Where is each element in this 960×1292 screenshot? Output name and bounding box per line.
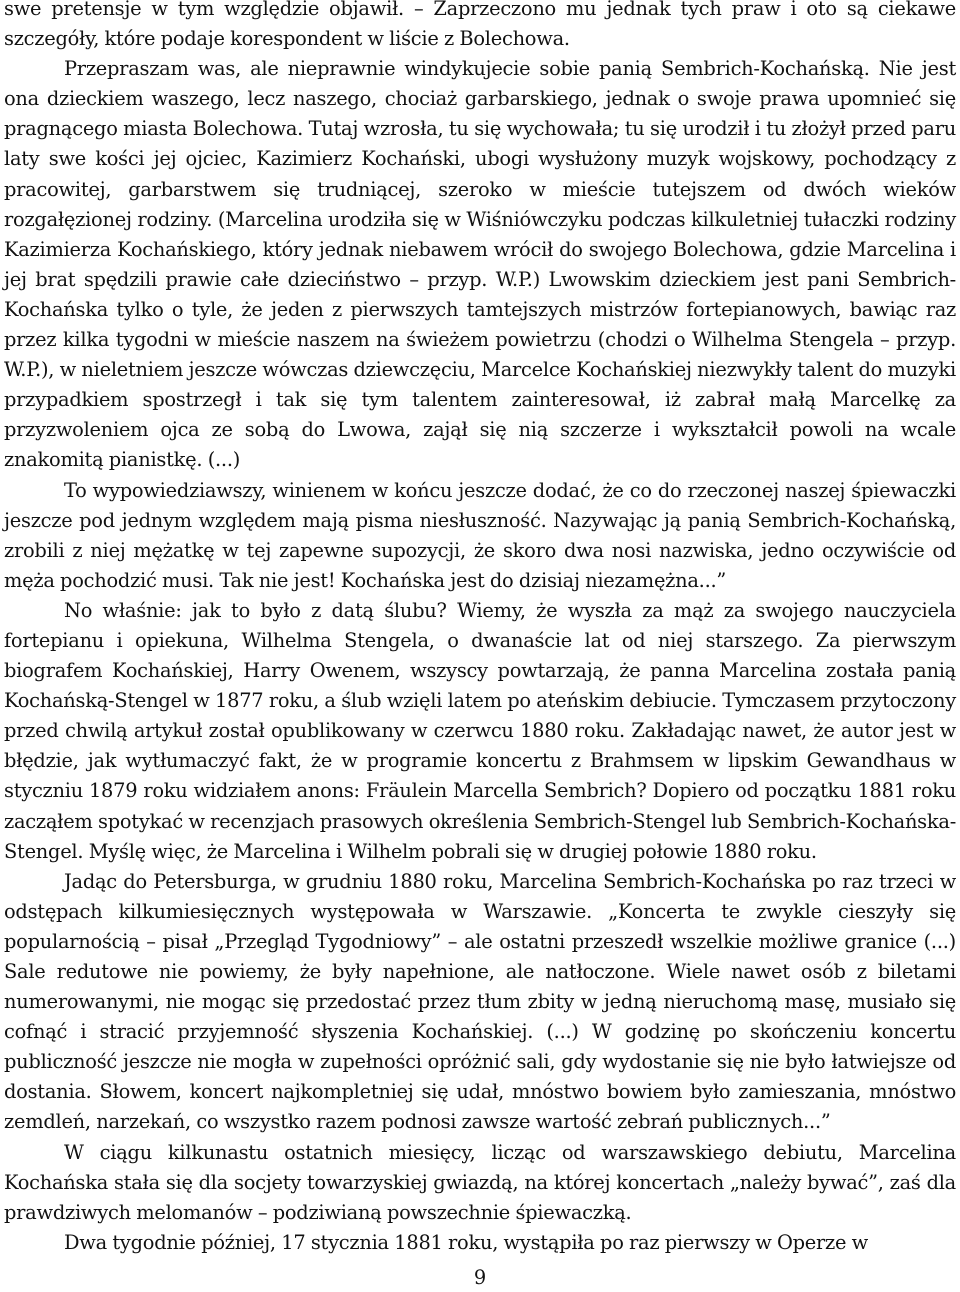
page-number: 9 <box>473 1266 487 1289</box>
paragraph-7: Dwa tygodnie później, 17 stycznia 1881 roku, wystąpiła po raz pierwszy w Operze w <box>64 1230 868 1254</box>
paragraph-6: W ciągu kilkunastu ostatnich miesięcy, licząc od warszawskiego debiutu, Marcelina Kochańska stała się dla socjety towarzyskiej gwiazdą, na której koncertach „należy bywać”, zaś dla prawdziwych melomanów – podziwianą powszechnie śpiewaczką. <box>4 1140 956 1224</box>
paragraph-4: No właśnie: jak to było z datą ślubu? Wiemy, że wyszła za mąż za swojego nauczyciela fortepianu i opiekuna, Wilhelma Stengela, o dwanaście lat od niej starszego. Za pierwszym biografem Kochańskiej, Harry Owenem, wszyscy powtarzają, że panna Marcelina została panią Kochańską-Stengel w 1877 roku, a ślub wzięli latem po ateńskim debiucie. Tymczasem przytoczony przed chwilą artykuł został opublikowany w czerwcu 1880 roku. Zakładając nawet, że autor jest w błędzie, jak wytłumaczyć fakt, że w programie koncertu z Brahmsem w lipskim Gewandhaus w styczniu 1879 roku widziałem anons: Fräulein Marcella Sembrich? Dopiero od początku 1881 roku zacząłem spotykać w recenzjach prasowych określenia Sembrich-Stengel lub Sembrich-Kochańska-Stengel. Myślę więc, że Marcelina i Wilhelm pobrali się w drugiej połowie 1880 roku. <box>4 598 956 863</box>
paragraph-3: To wypowiedziawszy, winienem w końcu jeszcze dodać, że co do rzeczonej naszej śpiewaczki jeszcze pod jednym względem mają pisma niesłuszność. Nazywając ją panią Sembrich-Kochańską, zrobili z niej mężatkę w tej zapewne supozycji, że skoro dwa nosi nazwiska, jedno oczywiście od męża pochodzić musi. Tak nie jest! Kochańska jest do dzisiaj niezamężna...” <box>4 478 956 592</box>
paragraph-2: Przepraszam was, ale nieprawnie windykujecie sobie panią Sembrich-Kochańską. Nie jest ona dzieckiem waszego, lecz naszego, chociaż garbarskiego, jednak o swoje prawa upomnieć się pragnącego miasta Bolechowa. Tutaj wzrosła, tu się wychowała; tu się urodził i tu złożył przed paru laty swe kości jej ojciec, Kazimierz Kochański, ubogi wysłużony muzyk wojskowy, pochodzący z pracowitej, garbarstwem się trudniącej, szeroko w mieście tutejszem od dwóch wieków rozgałęzionej rodziny. (Marcelina urodziła się w Wiśniówczyku podczas kilkuletniej tułaczki rodziny Kazimierza Kochańskiego, który jednak niebawem wrócił do swojego Bolechowa, gdzie Marcelina i jej brat spędzili prawie całe dzieciństwo – przyp. W.P.) Lwowskim dzieckiem jest pani Sembrich-Kochańska tylko o tyle, że jeden z pierwszych tamtejszych mistrzów fortepianowych, bawiąc raz przez kilka tygodni w mieście naszem na świeżem powietrzu (chodzi o Wilhelma Stengela – przyp. W.P.), w nieletniem jeszcze wówczas dziewczęciu, Marcelce Kochańskiej niezwykły talent do muzyki przypadkiem spostrzegł i tak się tym talentem zainteresował, iż zabrał małą Marcelkę za przyzwoleniem ojca ze sobą do Lwowa, zajął się nią szczerze i wykształcił powoli na wcale znakomitą pianistkę. (...) <box>4 57 956 472</box>
paragraph-1: swe pretensje w tym względzie objawił. – Zaprzeczono mu jednak tych praw i oto są ciekawe szczegóły, które podaje korespondent w liście z Bolechowa. <box>4 0 956 51</box>
document-page <box>4 0 956 1258</box>
paragraph-5: Jadąc do Petersburga, w grudniu 1880 roku, Marcelina Sembrich-Kochańska po raz trzeci w odstępach kilkumiesięcznych występowała w Warszawie. „Koncerta te zwykle cieszyły się popularnością – pisał „Przegląd Tygodniowy” – ale ostatni przeszedł wszelkie możliwe granice (...) Sale redutowe nie powiemy, że były napełnione, ale natłoczone. Wiele nawet osób z biletami numerowanymi, nie mogąc się przedostać przez tłum zbity w jedną nieruchomą masę, musiało się cofnąć i stracić przyjemność słyszenia Kochańskiej. (...) W godzinę po skończeniu koncertu publiczność jeszcze nie mogła w zupełności opróżnić sali, gdy wydostanie się nie było łatwiejsze od dostania. Słowem, koncert najkompletniej się udał, mnóstwo bowiem było zamieszania, mnóstwo zemdleń, narzekań, co wszystko razem podnosi zawsze wartość zebrań publicznych...” <box>4 869 956 1134</box>
